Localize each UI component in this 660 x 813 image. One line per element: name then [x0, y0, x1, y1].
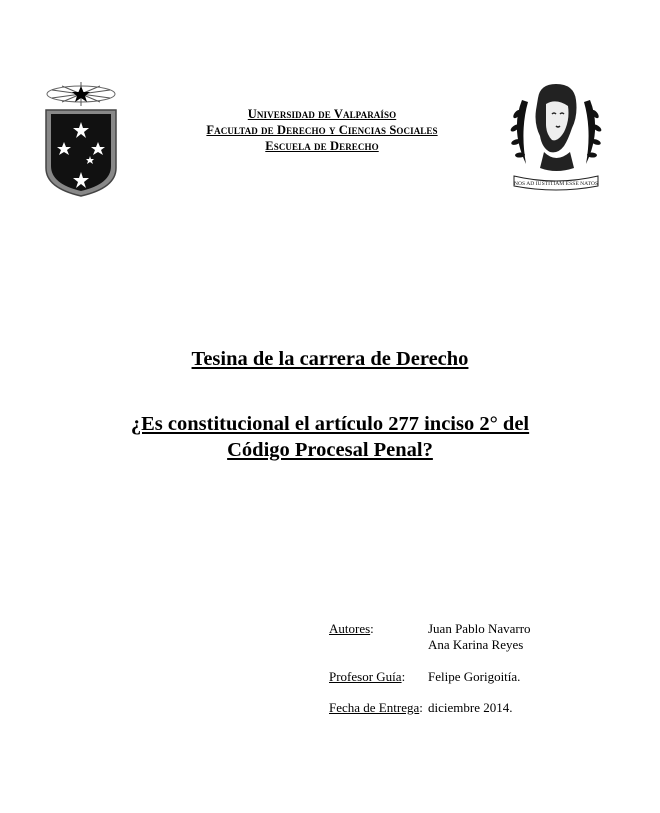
document-title: Tesina de la carrera de Derecho [191, 348, 469, 370]
advisor-label: Profesor Guía [329, 669, 402, 684]
faculty-seal-logo [508, 80, 604, 192]
sun-star-icon [47, 82, 115, 106]
institution-header [150, 106, 494, 154]
thesis-question-line-1: ¿Es constitucional el artículo 277 inciso 2° del [130, 413, 530, 435]
authors-label: Autores [329, 621, 371, 636]
school-name: Escuela de Derecho [265, 139, 379, 153]
author-2: Ana Karina Reyes [428, 637, 524, 652]
university-shield-logo [42, 80, 120, 198]
thesis-question-line-2: Código Procesal Penal? [227, 439, 433, 461]
seal-motto: NOS AD IUSTITIAM ESSE NATOS [513, 181, 599, 187]
date-label: Fecha de Entrega [329, 700, 420, 715]
delivery-date: diciembre 2014. [428, 700, 513, 715]
author-1: Juan Pablo Navarro [428, 621, 531, 636]
head-portrait-icon [536, 84, 577, 171]
faculty-name: Facultad de Derecho y Ciencias Sociales [206, 123, 438, 137]
thesis-question [60, 411, 600, 463]
advisor-name: Felipe Gorigoitía. [428, 669, 521, 684]
university-name: Universidad de Valparaíso [247, 107, 397, 121]
